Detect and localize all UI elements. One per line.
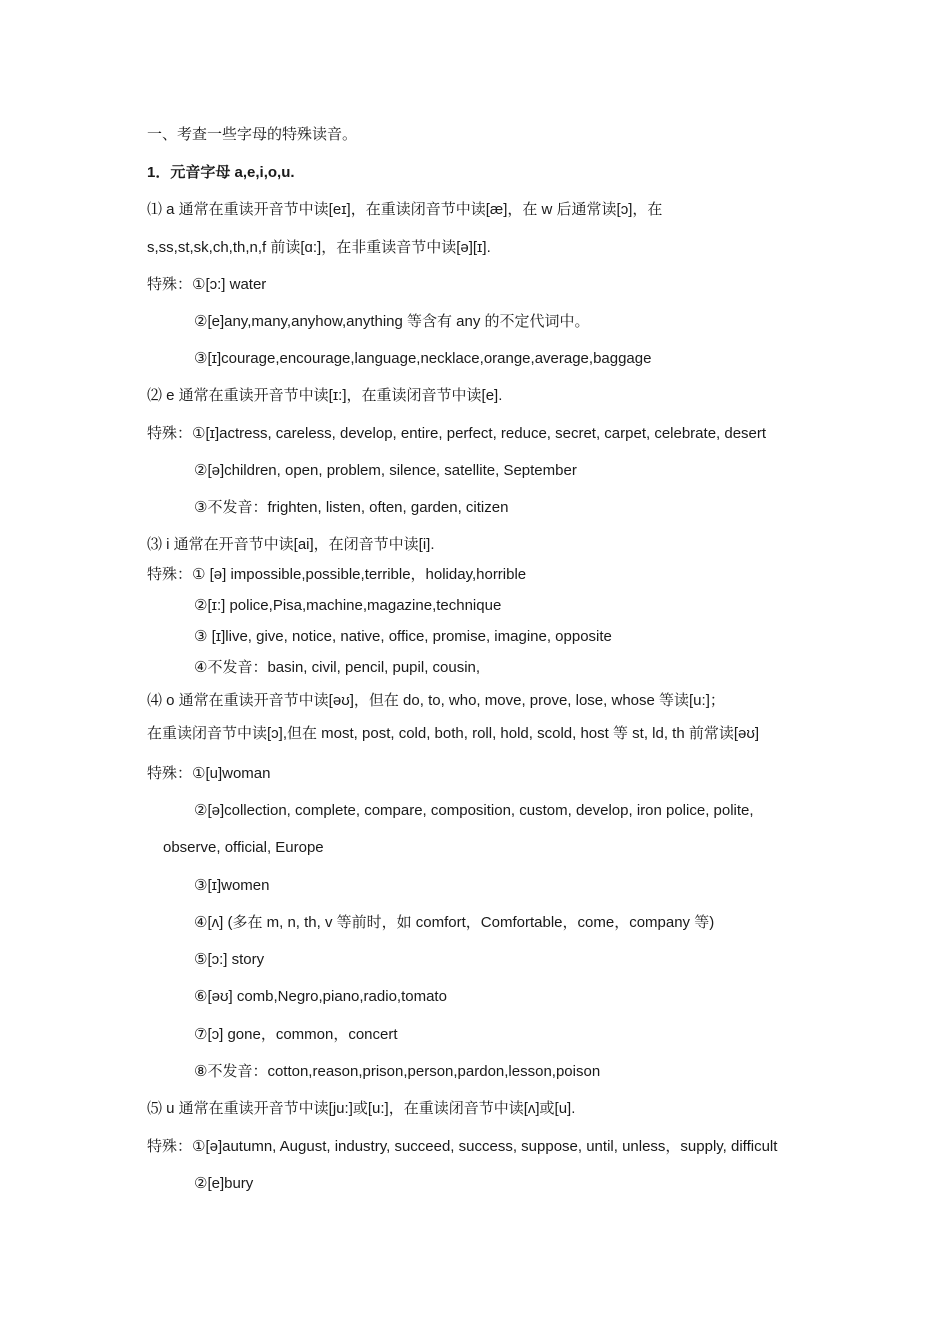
exception-u-2: ②[e]bury (194, 1175, 254, 1192)
exception-e-2: ②[ə]children, open, problem, silence, satellite, September (194, 462, 577, 479)
exception-i-4: ④不发音：basin, civil, pencil, pupil, cousin, (194, 659, 481, 676)
exception-a-1: 特殊：①[ɔ:] water (147, 276, 267, 293)
exception-o-6: ⑥[əʊ] comb,Negro,piano,radio,tomato (194, 988, 447, 1005)
exception-o-3: ③[ɪ]women (194, 877, 270, 894)
exception-i-2: ②[ɪ:] police,Pisa,machine,magazine,technique (194, 597, 502, 614)
rule-e: ⑵ e 通常在重读开音节中读[ɪ:]，在重读闭音节中读[e]. (147, 387, 503, 404)
rule-o-line1: ⑷ o 通常在重读开音节中读[əʊ]，但在 do, to, who, move, prove, lose, whose 等读[u:]； (147, 692, 725, 709)
exception-i-3: ③ [ɪ]live, give, notice, native, office, promise, imagine, opposite (194, 628, 612, 645)
exception-o-1: 特殊：①[u]woman (147, 765, 271, 782)
section-heading: 一、考查一些字母的特殊读音。 (147, 126, 358, 143)
exception-a-3: ③[ɪ]courage,encourage,language,necklace,orange,average,baggage (194, 350, 652, 367)
rule-a-line1: ⑴ a 通常在重读开音节中读[eɪ]，在重读闭音节中读[æ]，在 w 后通常读[ɔ]，在 (147, 201, 663, 218)
rule-o-line2: 在重读闭音节中读[ɔ],但在 most, post, cold, both, roll, hold, scold, host 等 st, ld, th 前常读[əʊ] (147, 725, 760, 742)
rule-a-line2: s,ss,st,sk,ch,th,n,f 前读[ɑ:]，在非重读音节中读[ə][ɪ]. (147, 239, 491, 256)
exception-o-2: ②[ə]collection, complete, compare, composition, custom, develop, iron police, polite, (194, 802, 754, 819)
exception-e-3: ③不发音：frighten, listen, often, garden, citizen (194, 499, 509, 516)
exception-o-5: ⑤[ɔ:] story (194, 951, 265, 968)
exception-o-7: ⑦[ɔ] gone，common，concert (194, 1026, 398, 1043)
exception-o-2-cont: observe, official, Europe (163, 839, 324, 856)
exception-a-2: ②[e]any,many,anyhow,anything 等含有 any 的不定代词中。 (194, 313, 590, 330)
rule-i: ⑶ i 通常在开音节中读[ai]，在闭音节中读[i]. (147, 536, 435, 553)
exception-o-8: ⑧不发音：cotton,reason,prison,person,pardon,lesson,poison (194, 1063, 601, 1080)
subsection-title: 1．元音字母 a,e,i,o,u. (147, 164, 295, 181)
rule-u: ⑸ u 通常在重读开音节中读[ju:]或[u:]，在重读闭音节中读[ʌ]或[u]. (147, 1100, 576, 1117)
exception-u-1: 特殊：①[ə]autumn, August, industry, succeed, success, suppose, until, unless，supply, difficult (147, 1138, 778, 1155)
exception-o-4: ④[ʌ] (多在 m, n, th, v 等前时，如 comfort，Comfortable，come，company 等) (194, 914, 715, 931)
exception-i-1: 特殊：① [ə] impossible,possible,terrible，holiday,horrible (147, 566, 527, 583)
exception-e-1: 特殊：①[ɪ]actress, careless, develop, entire, perfect, reduce, secret, carpet, celebrate, desert (147, 425, 767, 442)
